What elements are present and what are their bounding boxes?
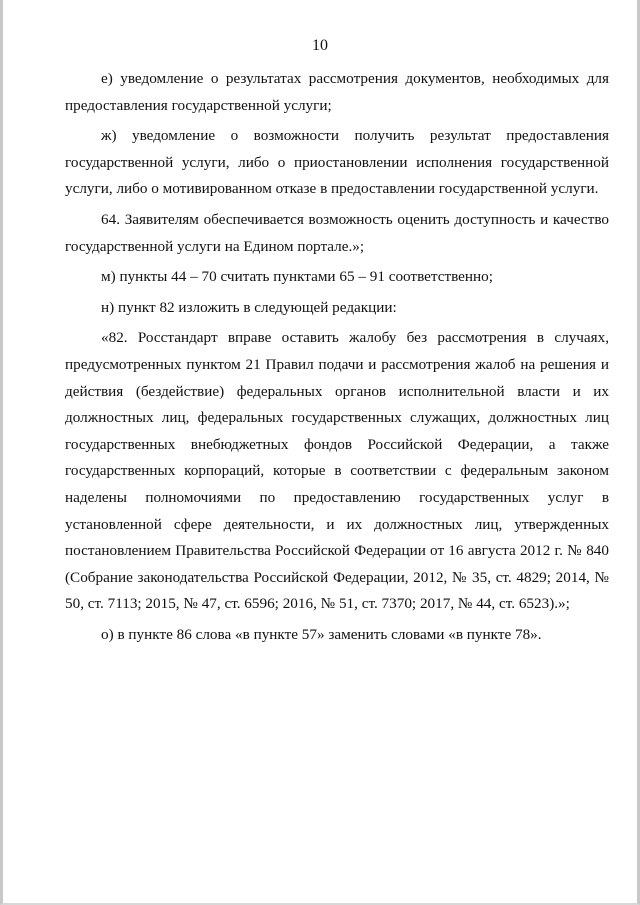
paragraph-zh-notification: ж) уведомление о возможности получить результат предоставления государственной услуги, либо о приостановлении исполнения государственной услуги, либо о мотивированном отказе в предоставлении государственной услуги. [65, 127, 609, 198]
paragraph-64-assessment: 64. Заявителям обеспечивается возможность оценить доступность и качество государственной услуги на Едином портале.»; [65, 210, 609, 255]
paragraph-n-new-edition: н) пункт 82 изложить в следующей редакции: [101, 298, 397, 316]
paragraph-82-complaint: «82. Росстандарт вправе оставить жалобу без рассмотрения в случаях, предусмотренных пунктом 21 Правил подачи и рассмотрения жалоб на решения и действия (бездействие) федеральных органов исполнительной власти и их должностных лиц, федеральных государственных служащих, должностных лиц государственных внебюджетных фондов Российской Федерации, а также государственных корпораций, которые в соответствии с федеральным законом наделены полномочиями по предоставлению государственных услуг в установленной сфере деятельности, и их должностных лиц, утвержденных постановлением Правительства Российской Федерации от 16 августа 2012 г. № 840 (Собрание законодательства Российской Федерации, 2012, № 35, ст. 4829; 2014, № 50, ст. 7113; 2015, № 47, ст. 6596; 2016, № 51, ст. 7370; 2017, № 44, ст. 6523).»; [65, 329, 609, 613]
paragraph-m-renumbering: м) пункты 44 – 70 считать пунктами 65 – 91 соответственно; [101, 268, 493, 286]
page-number: 10 [312, 37, 328, 54]
paragraph-o-replacement: о) в пункте 86 слова «в пункте 57» заменить словами «в пункте 78». [101, 625, 542, 643]
document-body [65, 66, 609, 648]
paragraph-e-notification: е) уведомление о результатах рассмотрения документов, необходимых для предоставления государственной услуги; [65, 70, 609, 114]
